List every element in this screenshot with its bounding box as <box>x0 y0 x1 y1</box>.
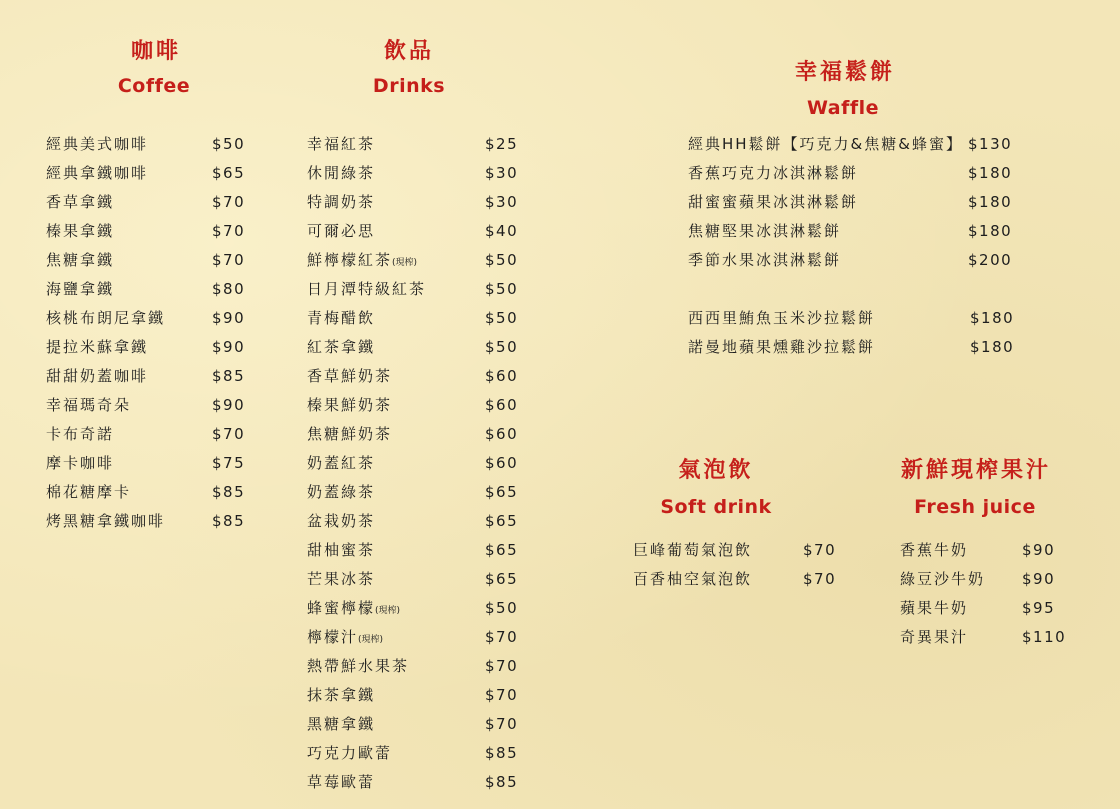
menu-item-price: $85 <box>212 512 246 530</box>
menu-item-name: 季節水果冰淇淋鬆餅 <box>688 251 842 269</box>
menu-item <box>46 478 256 507</box>
menu-item <box>688 188 1018 217</box>
menu-item-name: 焦糖拿鐵 <box>46 251 115 269</box>
menu-item-name: 摩卡咖啡 <box>46 454 115 472</box>
menu-item-name: 特調奶茶 <box>307 193 376 211</box>
menu-item-price: $60 <box>485 425 519 443</box>
menu-item-price: $70 <box>212 222 246 240</box>
menu-item-price: $90 <box>1022 541 1056 559</box>
menu-item <box>307 536 527 565</box>
menu-item-name: 經典美式咖啡 <box>46 135 149 153</box>
menu-item <box>307 159 527 188</box>
menu-item-price: $60 <box>485 454 519 472</box>
menu-item-name: 焦糖堅果冰淇淋鬆餅 <box>688 222 842 240</box>
menu-item-price: $50 <box>485 599 519 617</box>
menu-item-name: 奶蓋紅茶 <box>307 454 376 472</box>
menu-item-price: $50 <box>485 280 519 298</box>
menu-item-price: $65 <box>212 164 246 182</box>
drinks-menu-list <box>307 130 527 797</box>
menu-item-price: $70 <box>803 541 837 559</box>
menu-item <box>307 362 527 391</box>
menu-item-name: 卡布奇諾 <box>46 425 115 443</box>
menu-item <box>688 130 1018 159</box>
menu-item-price: $65 <box>485 483 519 501</box>
menu-item-name: 奶蓋綠茶 <box>307 483 376 501</box>
menu-item <box>46 391 256 420</box>
menu-item-name: 香蕉巧克力冰淇淋鬆餅 <box>688 164 859 182</box>
menu-item-price: $60 <box>485 367 519 385</box>
menu-item <box>307 304 527 333</box>
menu-item-price: $70 <box>212 193 246 211</box>
menu-item <box>307 768 527 797</box>
menu-item <box>307 275 527 304</box>
menu-item-price: $90 <box>212 396 246 414</box>
menu-item-name: 青梅醋飲 <box>307 309 376 327</box>
menu-item-name: 榛果拿鐵 <box>46 222 115 240</box>
waffle-title-en: Waffle <box>806 97 880 119</box>
menu-item-price: $65 <box>485 570 519 588</box>
menu-item <box>46 130 256 159</box>
menu-item-name: 西西里鮪魚玉米沙拉鬆餅 <box>688 309 876 327</box>
soft-drink-menu-list <box>633 536 843 594</box>
menu-item-name: 幸福紅茶 <box>307 135 376 153</box>
menu-item <box>307 246 527 275</box>
menu-item-price: $60 <box>485 396 519 414</box>
menu-item-price: $90 <box>212 338 246 356</box>
menu-item-name: 甜蜜蜜蘋果冰淇淋鬆餅 <box>688 193 859 211</box>
menu-item-price: $90 <box>1022 570 1056 588</box>
menu-item-price: $50 <box>485 251 519 269</box>
menu-item-name: 經典拿鐵咖啡 <box>46 164 149 182</box>
menu-item-name: 芒果冰茶 <box>307 570 376 588</box>
juice-title-en: Fresh juice <box>914 496 1036 518</box>
menu-item <box>900 565 1070 594</box>
menu-item <box>46 217 256 246</box>
menu-item-price: $50 <box>485 309 519 327</box>
menu-item-price: $50 <box>485 338 519 356</box>
menu-item <box>307 623 527 652</box>
menu-item <box>46 275 256 304</box>
menu-item-price: $75 <box>212 454 246 472</box>
menu-item <box>688 217 1018 246</box>
menu-item-name: 百香柚空氣泡飲 <box>633 570 753 588</box>
menu-item-price: $85 <box>212 367 246 385</box>
menu-item <box>307 565 527 594</box>
menu-item <box>307 594 527 623</box>
menu-item-price: $70 <box>485 657 519 675</box>
menu-item-name: 海鹽拿鐵 <box>46 280 115 298</box>
menu-item <box>307 478 527 507</box>
menu-item-price: $65 <box>485 512 519 530</box>
menu-item <box>307 652 527 681</box>
menu-item <box>307 217 527 246</box>
menu-item <box>688 333 1018 362</box>
menu-item-name: 紅茶拿鐵 <box>307 338 376 356</box>
menu-item-name: 甜柚蜜茶 <box>307 541 376 559</box>
menu-item-price: $95 <box>1022 599 1056 617</box>
waffle-title-zh: 幸福鬆餅 <box>794 60 896 85</box>
menu-item-name-text: 蜂蜜檸檬 <box>307 599 376 617</box>
menu-item-price: $180 <box>970 338 1015 356</box>
menu-item <box>688 246 1018 275</box>
menu-item-note: (現榨) <box>375 606 401 616</box>
menu-item-price: $30 <box>485 164 519 182</box>
menu-item-name: 諾曼地蘋果燻雞沙拉鬆餅 <box>688 338 876 356</box>
soft-drink-title-zh: 氣泡飲 <box>678 458 754 483</box>
menu-item-name: 盆栽奶茶 <box>307 512 376 530</box>
menu-item-name <box>307 623 383 655</box>
menu-item-name: 熱帶鮮水果茶 <box>307 657 410 675</box>
menu-item <box>633 536 843 565</box>
menu-item <box>633 565 843 594</box>
menu-item-name: 幸福瑪奇朵 <box>46 396 132 414</box>
menu-item-name: 棉花糖摩卡 <box>46 483 132 501</box>
menu-item-price: $180 <box>968 164 1013 182</box>
drinks-title-en: Drinks <box>372 75 446 97</box>
menu-item-name: 休閒綠茶 <box>307 164 376 182</box>
menu-item <box>307 333 527 362</box>
menu-item-name: 可爾必思 <box>307 222 376 240</box>
menu-item <box>307 710 527 739</box>
menu-item <box>900 536 1070 565</box>
menu-item-name: 綠豆沙牛奶 <box>900 570 986 588</box>
menu-item <box>46 362 256 391</box>
coffee-title-en: Coffee <box>117 75 191 97</box>
menu-item <box>46 246 256 275</box>
menu-item <box>46 449 256 478</box>
menu-item-name: 香草鮮奶茶 <box>307 367 393 385</box>
menu-item-note: (現榨) <box>358 635 384 645</box>
menu-item-name: 核桃布朗尼拿鐵 <box>46 309 166 327</box>
menu-item-price: $200 <box>968 251 1013 269</box>
menu-item-note: (現榨) <box>392 258 418 268</box>
menu-item-price: $180 <box>968 193 1013 211</box>
menu-item-price: $70 <box>212 251 246 269</box>
menu-item-name: 日月潭特級紅茶 <box>307 280 427 298</box>
menu-item <box>46 159 256 188</box>
menu-item-name: 焦糖鮮奶茶 <box>307 425 393 443</box>
menu-item-price: $90 <box>212 309 246 327</box>
menu-item-name: 香蕉牛奶 <box>900 541 969 559</box>
menu-item <box>46 333 256 362</box>
menu-item-name: 提拉米蘇拿鐵 <box>46 338 149 356</box>
menu-item <box>688 304 1018 333</box>
menu-item-price: $85 <box>485 744 519 762</box>
waffle-menu-list <box>688 130 1018 275</box>
menu-item-price: $50 <box>212 135 246 153</box>
waffle-savory-menu-list <box>688 304 1018 362</box>
menu-item-name: 榛果鮮奶茶 <box>307 396 393 414</box>
menu-item-name-text: 檸檬汁 <box>307 628 359 646</box>
menu-item-name <box>307 246 417 278</box>
menu-item <box>46 420 256 449</box>
menu-item-price: $70 <box>485 715 519 733</box>
menu-item <box>307 739 527 768</box>
menu-item <box>900 594 1070 623</box>
menu-item-name: 甜甜奶蓋咖啡 <box>46 367 149 385</box>
juice-title-zh: 新鮮現榨果汁 <box>900 458 1052 483</box>
menu-item-price: $70 <box>803 570 837 588</box>
menu-item-name: 黑糖拿鐵 <box>307 715 376 733</box>
menu-item-name: 奇異果汁 <box>900 628 969 646</box>
menu-item-name: 巨峰葡萄氣泡飲 <box>633 541 753 559</box>
menu-item-name: 抹茶拿鐵 <box>307 686 376 704</box>
menu-item-price: $70 <box>485 628 519 646</box>
menu-item-name-text: 鮮檸檬紅茶 <box>307 251 393 269</box>
menu-item-price: $25 <box>485 135 519 153</box>
menu-item-name: 經典HH鬆餅【巧克力&焦糖&蜂蜜】 <box>688 135 963 153</box>
menu-item <box>307 420 527 449</box>
menu-item-price: $85 <box>212 483 246 501</box>
menu-item <box>307 681 527 710</box>
menu-item-price: $180 <box>968 222 1013 240</box>
menu-item <box>307 391 527 420</box>
menu-item-name: 香草拿鐵 <box>46 193 115 211</box>
menu-item-price: $70 <box>485 686 519 704</box>
menu-item-price: $110 <box>1022 628 1067 646</box>
menu-item <box>307 507 527 536</box>
menu-item-price: $40 <box>485 222 519 240</box>
menu-item-name: 巧克力歐蕾 <box>307 744 393 762</box>
menu-item <box>307 188 527 217</box>
menu-item <box>46 507 256 536</box>
menu-item <box>307 449 527 478</box>
menu-item-name <box>307 594 400 626</box>
menu-item <box>46 188 256 217</box>
menu-item <box>307 130 527 159</box>
menu-item-price: $65 <box>485 541 519 559</box>
juice-menu-list <box>900 536 1070 652</box>
menu-item-name: 草莓歐蕾 <box>307 773 376 791</box>
menu-item-price: $180 <box>970 309 1015 327</box>
menu-item <box>900 623 1070 652</box>
menu-item-name: 烤黑糖拿鐵咖啡 <box>46 512 166 530</box>
menu-item-price: $70 <box>212 425 246 443</box>
drinks-title-zh: 飲品 <box>383 39 435 64</box>
menu-item <box>46 304 256 333</box>
menu-item-name: 蘋果牛奶 <box>900 599 969 617</box>
menu-item-price: $85 <box>485 773 519 791</box>
soft-drink-title-en: Soft drink <box>660 496 772 518</box>
coffee-title-zh: 咖啡 <box>130 39 182 64</box>
menu-item-price: $130 <box>968 135 1013 153</box>
coffee-menu-list <box>46 130 256 536</box>
menu-item-price: $30 <box>485 193 519 211</box>
menu-item <box>688 159 1018 188</box>
menu-item-price: $80 <box>212 280 246 298</box>
